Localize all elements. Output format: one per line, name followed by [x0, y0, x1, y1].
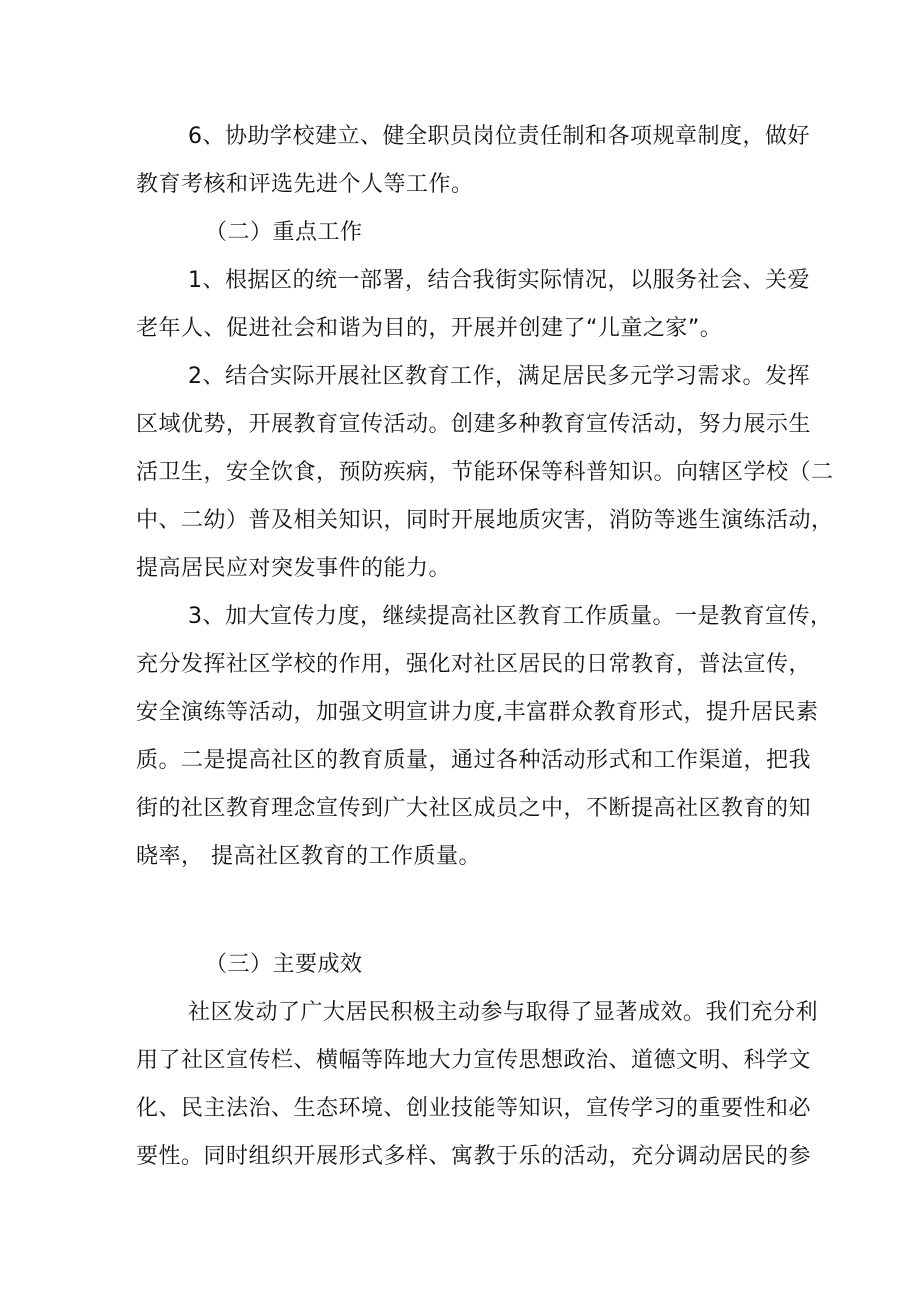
- point3-line2: 充分发挥社区学校的作用，强化对社区居民的日常教育，普法宣传，: [136, 652, 812, 677]
- point2-line3: 活卫生，安全饮食，预防疾病，节能环保等科普知识。向辖区学校（二: [136, 460, 834, 485]
- point2-line2: 区域优势，开展教育宣传活动。创建多种教育宣传活动，努力展示生: [136, 412, 812, 437]
- point1-line2: 老年人、促进社会和谐为目的，开展并创建了“儿童之家”。: [136, 316, 723, 341]
- point3-line3: 安全演练等活动，加强文明宣讲力度,丰富群众教育形式，提升居民素: [136, 700, 819, 725]
- point3-line4: 质。二是提高社区的教育质量，通过各种活动形式和工作渠道，把我: [136, 748, 812, 773]
- item6-line1: 6、协助学校建立、健全职员岗位责任制和各项规章制度，做好: [188, 124, 810, 149]
- point3-line1: 3、加大宣传力度，继续提高社区教育工作质量。一是教育宣传，: [188, 604, 833, 629]
- results-line3: 化、民主法治、生态环境、创业技能等知识，宣传学习的重要性和必: [136, 1096, 812, 1121]
- point2-line4: 中、二幼）普及相关知识，同时开展地质灾害，消防等逃生演练活动，: [136, 508, 834, 533]
- results-line2: 用了社区宣传栏、横幅等阵地大力宣传思想政治、道德文明、科学文: [136, 1048, 812, 1073]
- point2-line5: 提高居民应对突发事件的能力。: [136, 556, 452, 581]
- item6-line2: 教育考核和评选先进个人等工作。: [136, 172, 474, 197]
- point3-line5: 街的社区教育理念宣传到广大社区成员之中，不断提高社区教育的知: [136, 796, 812, 821]
- results-line1: 社区发动了广大居民积极主动参与取得了显著成效。我们充分利: [188, 1000, 819, 1025]
- point3-line6: 晓率， 提高社区教育的工作质量。: [136, 844, 481, 869]
- point1-line1: 1、根据区的统一部署，结合我街实际情况，以服务社会、关爱: [188, 268, 810, 293]
- section3-heading: （三）主要成效: [205, 952, 363, 977]
- section2-heading: （二）重点工作: [205, 220, 363, 245]
- results-line4: 要性。同时组织开展形式多样、寓教于乐的活动，充分调动居民的参: [136, 1144, 812, 1169]
- point2-line1: 2、结合实际开展社区教育工作，满足居民多元学习需求。发挥: [188, 364, 810, 389]
